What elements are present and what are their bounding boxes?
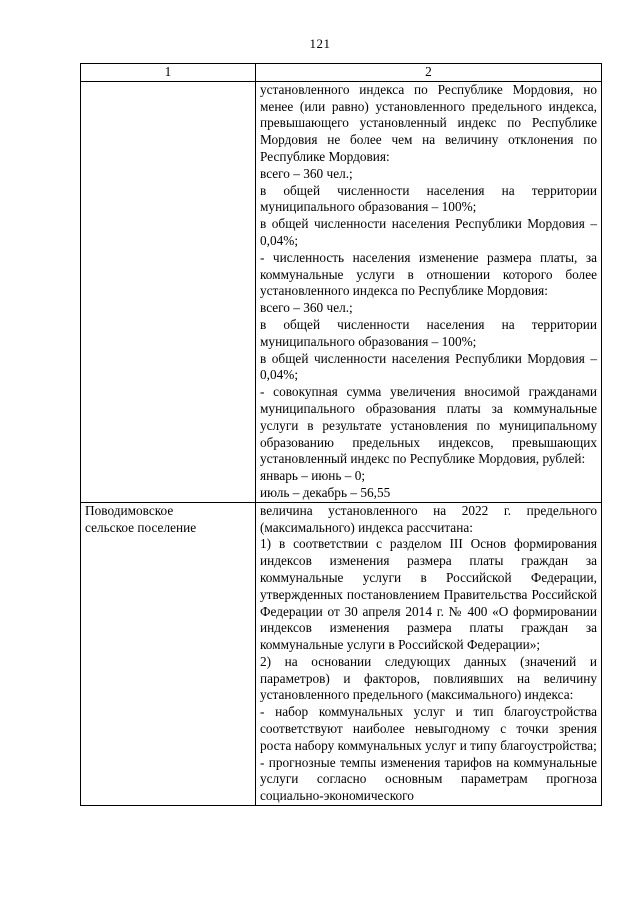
table-header-row — [81, 64, 602, 82]
paragraph: в общей численности населения Республики Мордовия – 0,04%; — [260, 216, 597, 248]
column-header-1: 1 — [81, 64, 256, 82]
paragraph: январь – июнь – 0; — [260, 468, 366, 484]
paragraph: - численность населения изменение размера платы, за коммунальные услуги в отношении которого более установленного индекса по Республике Мордовия: — [260, 249, 597, 299]
paragraph: 2) на основании следующих данных (значений и параметров) и факторов, повлиявших на величину установленного предельного (максимального) индекса: — [260, 653, 597, 703]
row-2-description-cell — [256, 502, 602, 805]
table-row — [81, 502, 602, 805]
paragraph: в общей численности населения Республики Мордовия – 0,04%; — [260, 350, 597, 383]
row-1-municipality-cell — [81, 81, 256, 502]
paragraph: всего – 360 чел.; — [260, 165, 353, 181]
paragraph: 1) в соответствии с разделом III Основ формирования индексов изменения размера платы граждан за коммунальные услуги в Российской Федерации, утвержденных постановлением Правительства Российской Федерации от 30 апреля 2014 г. № 400 «О формировании индексов изменения размера платы граждан за коммунальные услуги в Российской Федерации»; — [260, 536, 597, 653]
paragraph: в общей численности населения на территории муниципального образования – 100%; — [260, 316, 597, 349]
row-2-municipality-cell — [81, 502, 256, 805]
page-number: 121 — [309, 36, 331, 51]
municipality-name-line-2: сельское поселение — [85, 519, 197, 535]
column-header-2: 2 — [256, 64, 602, 82]
data-table — [80, 63, 602, 806]
paragraph: в общей численности населения на территории муниципального образования – 100%; — [260, 182, 597, 215]
paragraph: всего – 360 чел.; — [260, 300, 353, 316]
paragraph: июль – декабрь – 56,55 — [260, 484, 391, 500]
paragraph: величина установленного на 2022 г. предельного (максимального) индекса рассчитана: — [260, 502, 597, 535]
paragraph: - совокупная сумма увеличения вносимой гражданами муниципального образования платы за коммунальные услуги в результате установления по муниципальному образованию предельных индексов, превышающих установленный индекс по Республике Мордовия, рублей: — [260, 384, 597, 467]
table-row — [81, 81, 602, 502]
municipality-name-line-1: Поводимовское — [85, 502, 174, 518]
row-1-description-cell — [256, 81, 602, 502]
paragraph: - прогнозные темпы изменения тарифов на коммунальные услуги согласно основным параметрам прогноза социально-экономического — [260, 754, 597, 804]
paragraph: - набор коммунальных услуг и тип благоустройства соответствуют наиболее невыгодному с точки зрения роста набору коммунальных услуг и типу благоустройства; — [260, 704, 597, 753]
paragraph: установленного индекса по Республике Мордовия, но менее (или равно) установленного предельного индекса, превышающего установленный индекс по Республике Мордовия не более чем на величину отклонения по Республике Мордовия: — [260, 81, 597, 164]
